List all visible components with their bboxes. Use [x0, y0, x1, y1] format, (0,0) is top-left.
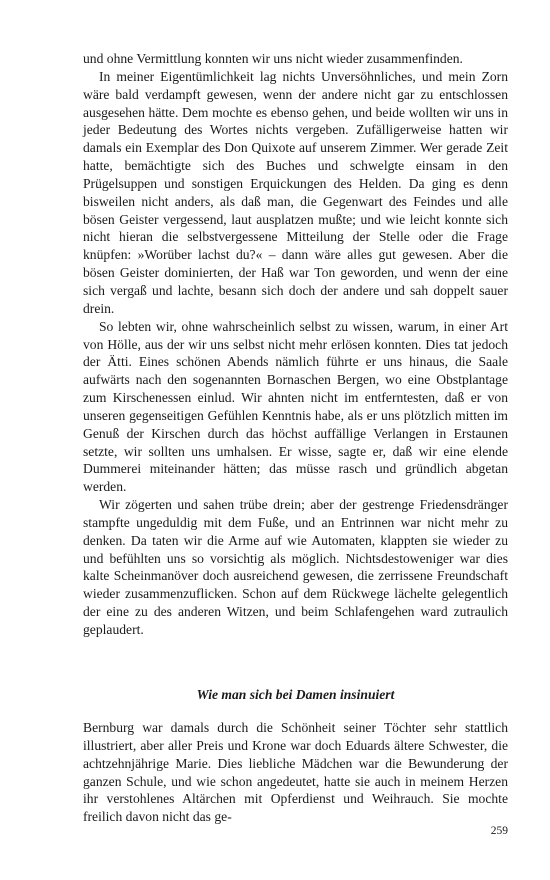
- section-heading: Wie man sich bei Damen insinuiert: [196, 687, 395, 702]
- page-number: 259: [490, 825, 508, 837]
- paragraph: In meiner Eigentümlichkeit lag nichts Unversöhnliches, und mein Zorn wäre bald verdampft gewesen, wenn der andere nicht gar zu entschlossen ausgesehen hätte. Dem mochte es ebenso gehen, und beide wollten wir uns in jeder Bedeutung des Wortes nichts vergeben. Zufälligerweise hatten wir damals ein Exemplar des Don Quixote auf unserem Zimmer. Wer gerade Zeit hatte, bemächtigte sich des Buches und schwelgte einsam in den Prügelsuppen und sonstigen Erquickungen des Helden. Da ging es denn bisweilen nicht anders, als daß man, die Gegenwart des Feindes und alle bösen Geister vergessend, laut ausplatzen mußte; und wie leicht konnte sich nicht hieran die selbstvergessene Mitteilung der Stelle oder die Frage knüpfen: »Worüber lachst du?« – dann wäre alles gut gewesen. Aber die bösen Geister dominierten, der Haß war Ton geworden, und wenn der eine sich vergaß und lachte, besann sich doch der andere und sah doppelt sauer drein.: [83, 68, 508, 316]
- paragraph: Wir zögerten und sahen trübe drein; aber der gestrenge Friedensdränger stampfte ungeduldig mit dem Fuße, und an Entrinnen war nicht mehr zu denken. Da taten wir die Arme auf wie Automaten, klappten sie wieder zu und befühlten uns so vorsichtig als möglich. Nichtsdestoweniger war dies kalte Scheinmanöver doch ausreichend gewesen, die zerrissene Freundschaft wieder zusammenzuflicken. Schon auf dem Rückwege lächelte gelegentlich der eine zu des anderen Witzen, und beim Schlafengehen ward zutraulich geplaudert.: [83, 497, 508, 637]
- section-body-text: [83, 719, 508, 826]
- body-text: [83, 50, 508, 639]
- paragraph: Bernburg war damals durch die Schönheit seiner Töchter sehr stattlich illustriert, aber aller Preis und Krone war doch Eduards ältere Schwester, die achtzehnjährige Marie. Dies liebliche Mädchen war die Bewunderung der ganzen Schule, und wie schon angedeutet, hatte sie auch in meinem Herzen ihr verstohlenes Altärchen mit Opferdienst und Weihrauch. Sie mochte freilich davon nicht das ge-: [83, 720, 508, 825]
- paragraph: und ohne Vermittlung konnten wir uns nicht wieder zusammenfinden.: [83, 51, 463, 66]
- paragraph: So lebten wir, ohne wahrscheinlich selbst zu wissen, warum, in einer Art von Hölle, aus der wir uns selbst nicht mehr erlösen konnten. Dies tat jedoch der Ätti. Eines schönen Abends nämlich führte er uns hinaus, die Saale aufwärts nach den sogenannten Bornaschen Bergen, wo eine Obstplantage zum Kirschenessen einlud. Wir ahnten nicht im entferntesten, daß er von unseren gegenseitigen Gefühlen Kenntnis habe, als er uns plötzlich mitten im Genuß der Kirschen durch das höchst auffällige Verlangen in Erstaunen setzte, wir sollten uns umhalsen. Er wisse, sagte er, daß wir eine elende Dummerei miteinander hätten; das müsse rasch und gründlich abgetan werden.: [83, 318, 508, 495]
